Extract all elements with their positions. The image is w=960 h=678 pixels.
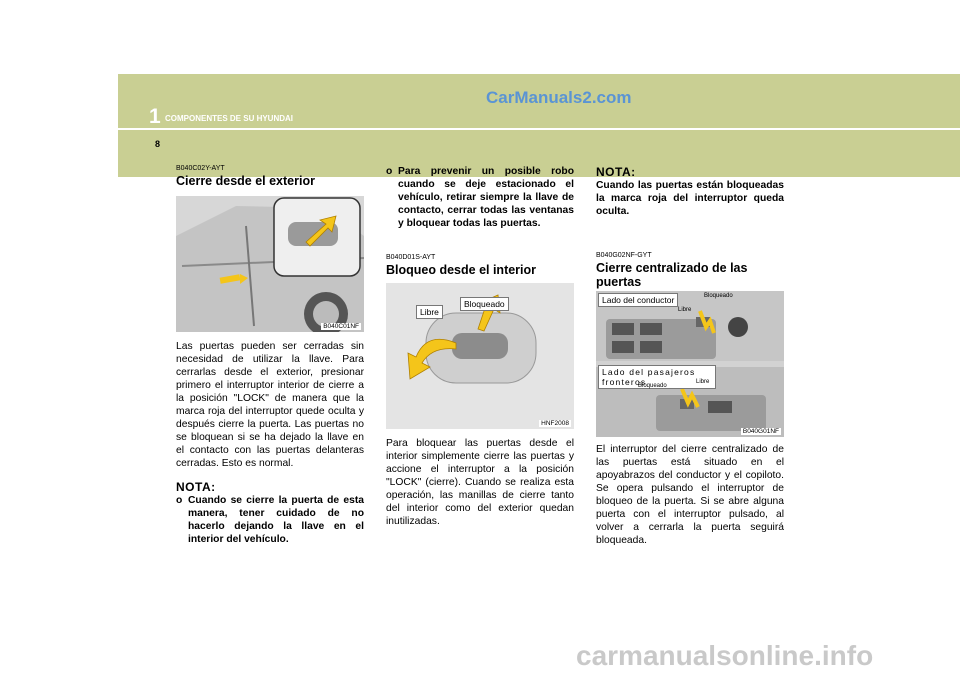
section-title: Cierre desde el exterior [176,174,315,188]
libre-label: Libre [416,305,443,319]
nota-bullet [176,494,364,546]
column-exterior-lock [176,165,364,546]
passenger-side-label: Lado del pasajeros fronteros [598,365,716,389]
body-text: Para bloquear las puertas desde el interior simplemente cierre las puertas y accione el interruptor a la posición "LOCK" (cierre). Cuando se realiza esta operación, las manillas de cierre tanto del interior como del exterior quedan inutilizadas. [386,438,574,527]
bullet-marker: o [386,166,393,177]
section-code: B040G02NF-GYT [596,252,652,259]
nota-bullet-text: Cuando se cierre la puerta de esta manera, tener cuidado de no hacerlo dejando la llave en el interior del vehículo. [188,495,364,545]
car-door-drawing [176,196,364,332]
section-title: Cierre centralizado de las puertas [596,261,748,289]
bloqueado-label-top: Bloqueado [704,293,733,299]
image-code: B040C01NF [323,323,359,330]
nota-body: Cuando las puertas están bloqueadas la marca roja del interruptor queda oculta. [596,180,784,217]
central-lock-switch-illustration [596,291,784,437]
section-code: B040C02Y-AYT [176,165,225,172]
column-interior-lock [386,165,574,528]
interior-handle-illustration [386,283,574,429]
nota-heading: NOTA: [596,165,636,179]
bloqueado-label-bottom: Bloqueado [638,383,667,389]
body-text: El interruptor del cierre centralizado de las puertas está situado en el apoyabrazos del conductor y el copiloto. Se opera pulsando el interruptor de bloqueo de la puerta. Si se abre alguna puerta con el interruptor pulsado, al volver a cerrarla la puerta seguirá bloqueada. [596,444,784,546]
section-title: Bloqueo desde el interior [386,263,537,277]
driver-side-label: Lado del conductor [598,293,678,307]
theft-warning-text: Para prevenir un posible robo cuando se deje estacionado el vehículo, retirar siempre la llave de contacto, cerrar todas las ventanas y bloquear todas las puertas. [398,166,574,229]
body-text: Las puertas pueden ser cerradas sin necesidad de utilizar la llave. Para cerrarlas desde el exterior, presionar primero el interruptor interior de cierre a la posición "LOCK" de manera que la marca roja del interruptor quede oculta y después cierre la puerta. Las puertas no se bloquean si se ha dejado la llave en el contacto con las puertas delanteras cerradas. Esto es normal. [176,341,364,469]
image-code: HNF2008 [541,420,569,427]
bullet-marker: o [176,495,183,506]
header-rule [118,128,960,130]
column-central-lock [596,165,784,547]
site-banner-link[interactable]: CarManuals2.com [486,88,632,107]
nota-heading: NOTA: [176,480,216,494]
libre-label-bottom: Libre [696,379,710,385]
chapter-number: 1 [149,105,161,128]
chapter-title: COMPONENTES DE SU HYUNDAI [165,114,294,123]
libre-label-top: Libre [678,307,692,313]
theft-warning-bullet [386,165,574,230]
bloqueado-label: Bloqueado [460,297,509,311]
image-code: B040G01NF [742,428,779,435]
footer-watermark: carmanualsonline.info [576,640,874,671]
car-door-illustration [176,196,364,332]
page-number: 8 [155,139,161,149]
section-code: B040D01S-AYT [386,254,436,261]
